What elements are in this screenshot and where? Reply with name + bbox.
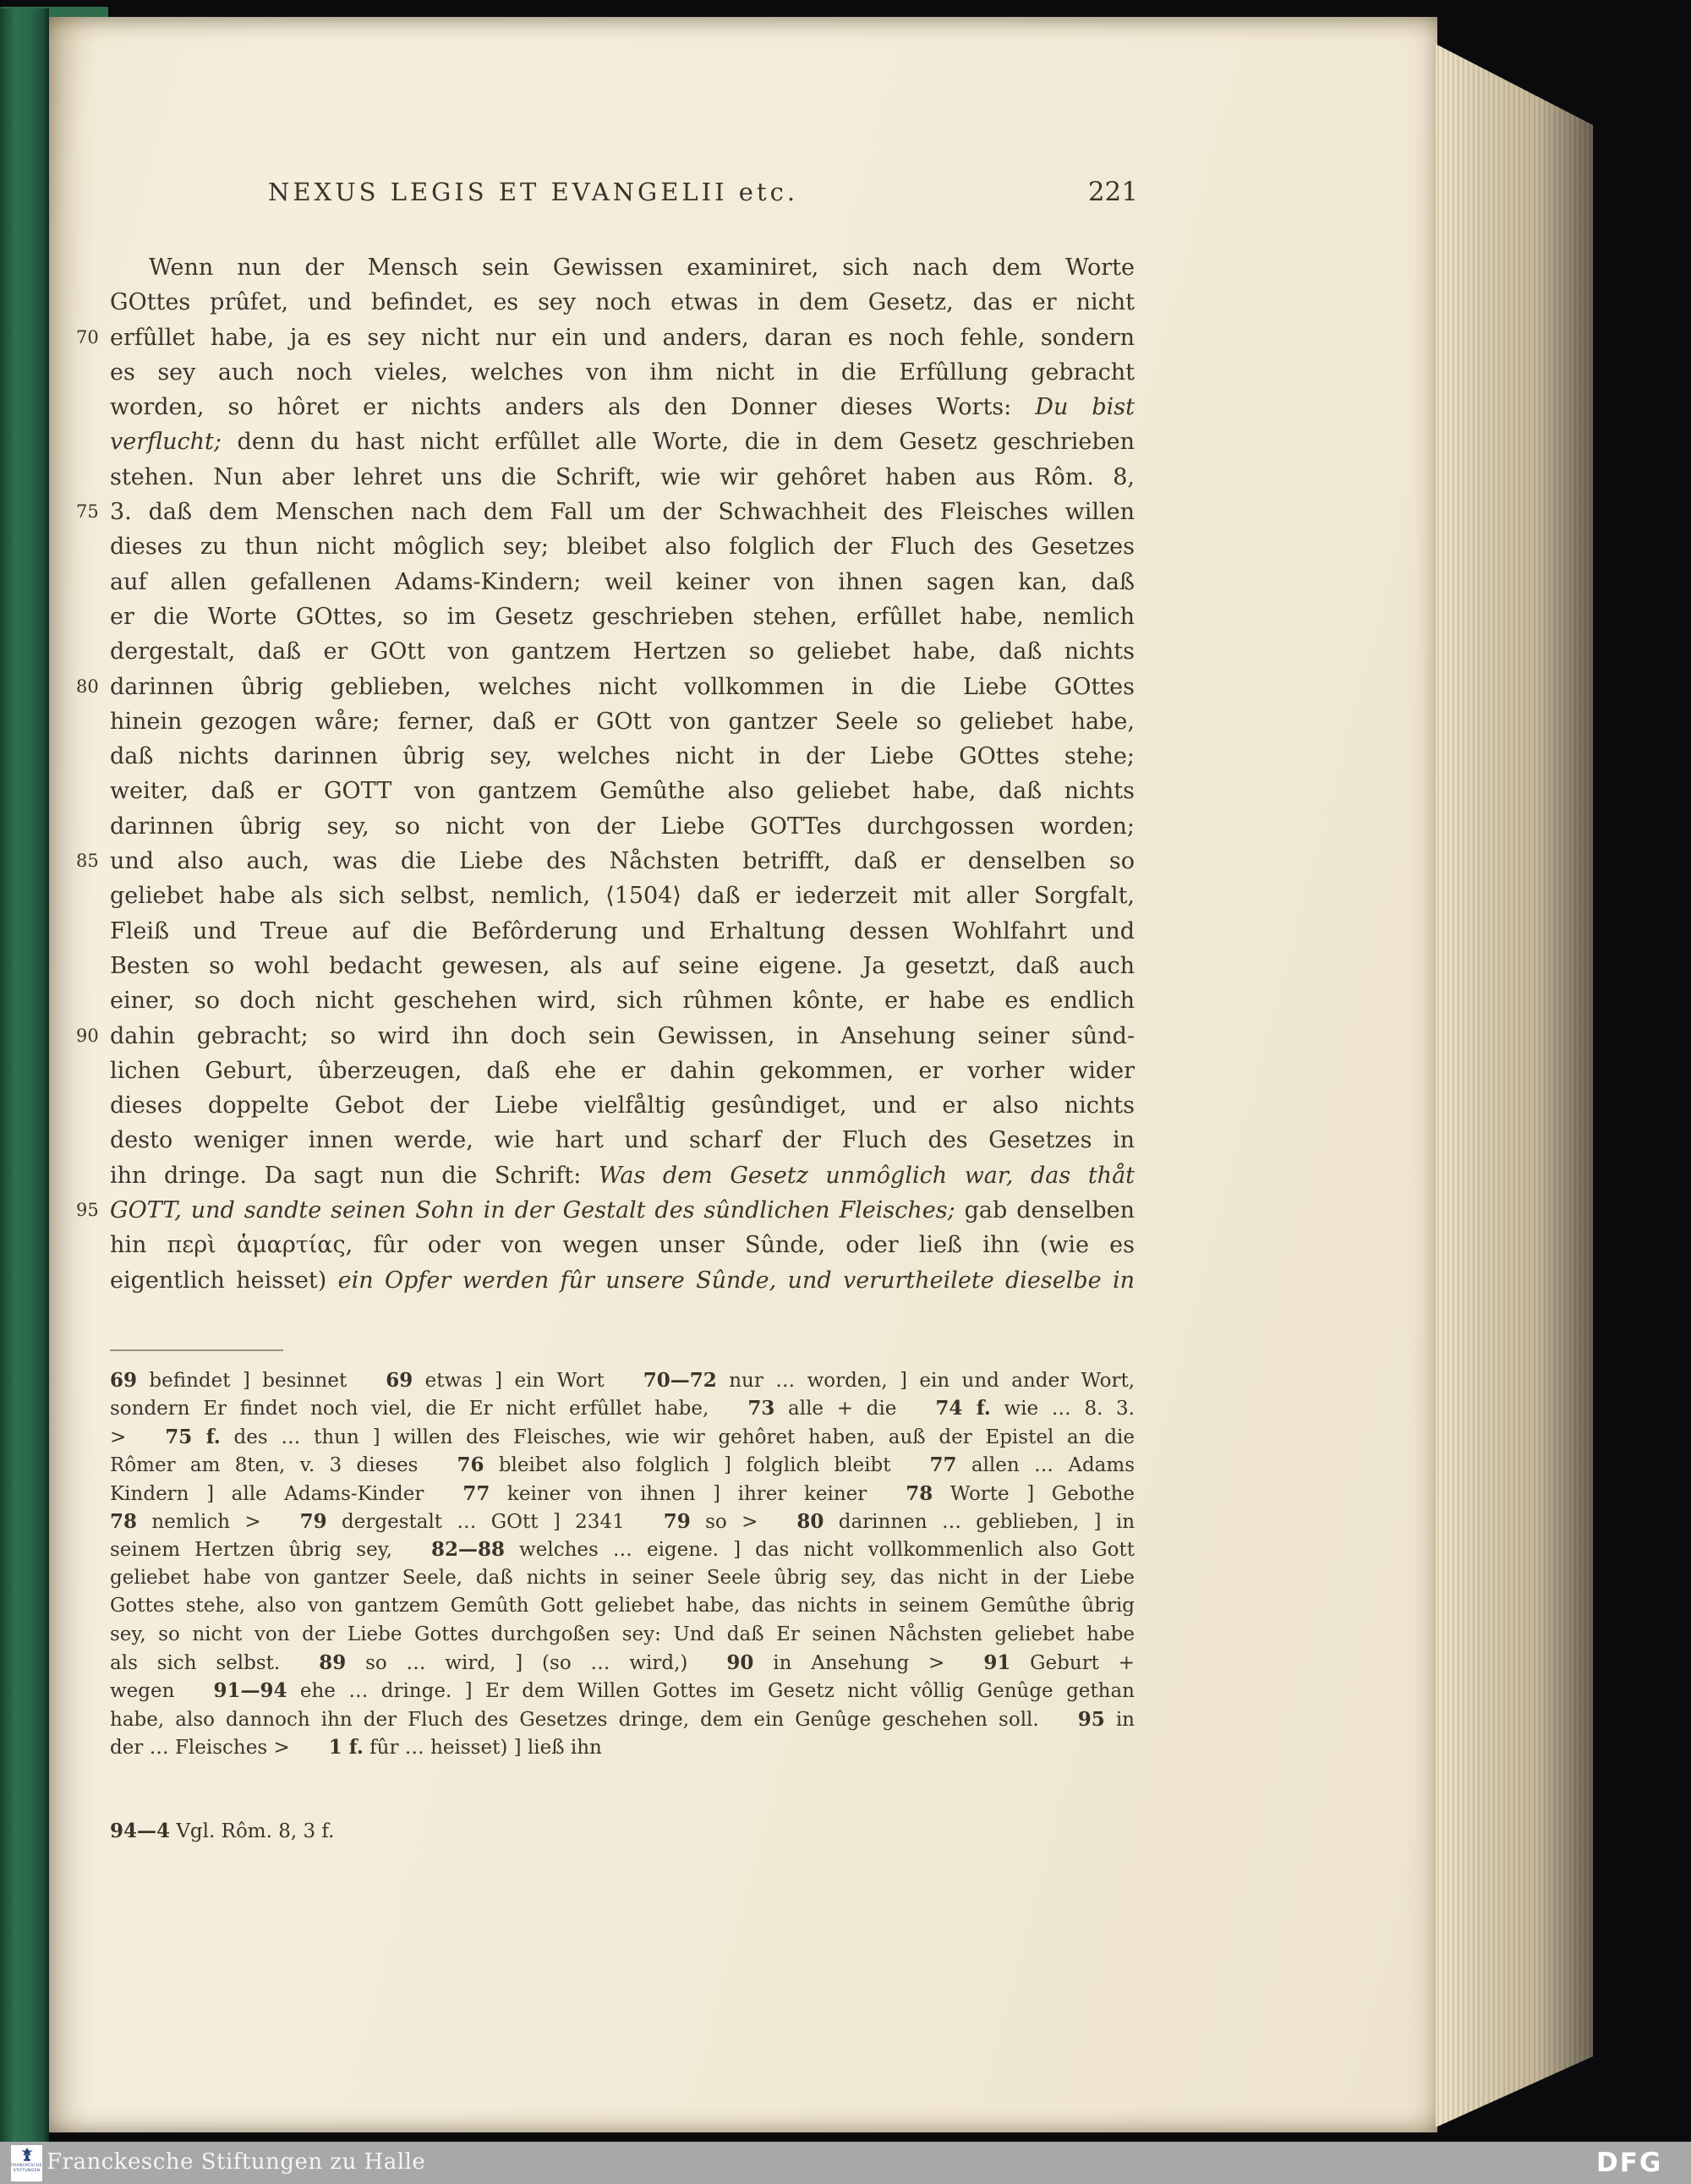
body-line [110, 879, 1135, 913]
text-segment: alle + die [774, 1398, 936, 1420]
text-segment: 90 [726, 1650, 754, 1674]
page-number: 221 [1087, 177, 1138, 207]
apparatus-line [110, 1423, 1135, 1451]
text-segment: Wenn nun der Mensch sein Gewissen examiniret, sich nach dem Worte [149, 255, 1135, 281]
critical-apparatus [110, 1366, 1135, 1761]
text-segment: dergestalt, daß er GOtt von gantzem Hertzen so geliebet habe, daß nichts [110, 638, 1135, 665]
line-number: 90 [76, 1025, 99, 1046]
text-segment: 77 [929, 1453, 957, 1477]
text-segment: darinnen … geblieben, ] in [824, 1510, 1136, 1533]
text-segment: 80 [796, 1509, 824, 1533]
line-number: 95 [76, 1200, 99, 1221]
body-line [76, 1193, 1135, 1228]
text-segment: lichen Geburt, ûberzeugen, daß ehe er dahin gekommen, er vorher wider [110, 1057, 1135, 1084]
text-segment: etwas ] ein Wort [413, 1370, 643, 1392]
body-line [76, 1019, 1135, 1054]
text-segment: wie … 8. 3. [990, 1398, 1135, 1420]
text-segment: 91 [983, 1650, 1011, 1674]
text-segment: ein Opfer werden fûr unsere Sûnde, und verurtheilete dieselbe in [337, 1267, 1136, 1294]
text-segment: so … wird, ] (so … wird,) [346, 1651, 727, 1674]
text-segment: 69 [110, 1369, 138, 1392]
body-line [110, 1158, 1135, 1193]
text-segment: weiter, daß er GOTT von gantzem Gemûthe also geliebet habe, daß nichts [110, 778, 1135, 805]
body-line [110, 1054, 1135, 1088]
franckesche-stiftungen-logo [11, 2145, 42, 2181]
text-segment: denn du hast nicht erfûllet alle Worte, die in dem Gesetz geschrieben [222, 429, 1135, 456]
body-line [110, 424, 1135, 459]
text-segment: dieses doppelte Gebot der Liebe vielfåltig gesûndiget, und er also nichts [110, 1092, 1135, 1119]
body-line [110, 914, 1135, 949]
text-segment: stehen. Nun aber lehret uns die Schrift, wie wir gehôret haben aus Rôm. 8, [110, 463, 1135, 490]
body-line [76, 844, 1135, 879]
text-segment: darinnen ûbrig sey, so nicht von der Liebe GOTTes durchgossen worden; [110, 813, 1135, 840]
text-segment: als sich selbst. [110, 1651, 320, 1674]
text-segment: ehe … dringe. ] Er dem Willen Gottes im Gesetz nicht vôllig Genûge gethan [287, 1680, 1135, 1703]
body-line [110, 983, 1135, 1018]
text-segment: 77 [462, 1481, 490, 1505]
text-segment: 78 [906, 1481, 933, 1505]
text-segment: darinnen ûbrig geblieben, welches nicht vollkommen in die Liebe GOttes [110, 673, 1135, 700]
text-segment: seinem Hertzen ûbrig sey, [110, 1539, 431, 1562]
text-segment: Fleiß und Treue auf die Befôrderung und Erhaltung dessen Wohlfahrt und [110, 917, 1135, 944]
text-segment: 74 f. [935, 1397, 991, 1420]
text-segment: GOTT, und sandte seinen Sohn in der Gestalt des sûndlichen Fleisches; [110, 1197, 955, 1224]
text-segment: Worte ] Gebothe [933, 1482, 1135, 1505]
text-segment: in [1104, 1708, 1135, 1731]
text-segment: sondern Er findet noch viel, die Er nicht erfûllet habe, [110, 1398, 748, 1420]
eagle-emblem-icon [19, 2147, 35, 2164]
institution-label: Franckesche Stiftungen zu Halle [47, 2149, 426, 2175]
apparatus-line [110, 1451, 1135, 1479]
text-segment: verflucht; [110, 429, 222, 456]
text-segment: Besten so wohl bedacht gewesen, als auf seine eigene. Ja gesetzt, daß auch [110, 952, 1135, 979]
footnote-line [110, 1817, 1135, 1845]
text-segment: bleibet also folglich ] folglich bleibt [484, 1454, 930, 1477]
text-segment: es sey auch noch vieles, welches von ihm nicht in die Erfûllung gebracht [110, 359, 1135, 386]
dfg-logo: DFG [1596, 2148, 1663, 2178]
apparatus-line [110, 1592, 1135, 1620]
body-line [76, 320, 1135, 355]
text-segment: habe, also dannoch ihn der Fluch des Gesetzes dringe, dem ein Genûge geschehen soll. [110, 1708, 1078, 1731]
text-segment: Was dem Gesetz unmôglich war, das thåt [598, 1162, 1136, 1189]
body-line [76, 495, 1135, 529]
body-line [110, 809, 1135, 844]
line-number: 70 [76, 326, 99, 348]
body-line [110, 739, 1135, 774]
text-segment: gab denselben [955, 1197, 1135, 1224]
body-line [110, 599, 1135, 634]
text-segment: 76 [457, 1453, 484, 1477]
text-segment: 94—4 [110, 1820, 171, 1842]
text-segment: Rômer am 8ten, v. 3 dieses [110, 1454, 457, 1477]
library-footer-bar [0, 2142, 1691, 2184]
body-line [110, 774, 1135, 808]
apparatus-line [110, 1677, 1135, 1705]
apparatus-line [110, 1564, 1135, 1592]
apparatus-line [110, 1649, 1135, 1677]
text-segment: auf allen gefallenen Adams-Kindern; weil keiner von ihnen sagen kan, daß [110, 568, 1135, 595]
text-segment: geliebet habe als sich selbst, nemlich, ⟨1504⟩ daß er iederzeit mit aller Sorgfalt, [110, 883, 1135, 910]
apparatus-line [110, 1535, 1135, 1563]
text-segment: er die Worte GOttes, so im Gesetz geschrieben stehen, erfûllet habe, nemlich [110, 603, 1135, 630]
text-segment: > [110, 1426, 166, 1448]
apparatus-line [110, 1621, 1135, 1649]
running-head: NEXUS LEGIS ET EVANGELII etc. [268, 178, 799, 206]
text-segment: hinein gezogen wåre; ferner, daß er GOtt von gantzer Seele so geliebet habe, [110, 708, 1135, 735]
text-segment: befindet ] besinnet [137, 1370, 386, 1392]
text-segment: dergestalt … GOtt ] 2341 [326, 1510, 664, 1533]
apparatus-line [110, 1366, 1135, 1394]
text-segment: worden, so hôret er nichts anders als den Donner dieses Worts: [110, 394, 1036, 421]
text-segment: 79 [663, 1509, 691, 1533]
text-segment: so > [690, 1510, 797, 1533]
text-segment: 91—94 [213, 1679, 287, 1703]
line-number: 85 [76, 851, 99, 872]
text-segment: 95 [1077, 1707, 1105, 1731]
text-segment: einer, so doch nicht geschehen wird, sich rûhmen kônte, er habe es endlich [110, 988, 1135, 1015]
line-number: 80 [76, 676, 99, 697]
text-segment: 75 f. [165, 1425, 221, 1448]
logo-caption-line2: STIFTUNGEN [13, 2168, 41, 2173]
apparatus-line [110, 1394, 1135, 1422]
body-line [110, 1123, 1135, 1158]
body-line [110, 1263, 1135, 1298]
apparatus-separator-rule [110, 1349, 283, 1351]
text-segment: 3. daß dem Menschen nach dem Fall um der Schwachheit des Fleisches willen [110, 499, 1135, 526]
text-segment: Geburt + [1010, 1651, 1136, 1674]
apparatus-line [110, 1705, 1135, 1733]
apparatus-line [110, 1508, 1135, 1535]
text-segment: allen … Adams [956, 1454, 1136, 1477]
body-line [110, 355, 1135, 390]
text-segment: keiner von ihnen ] ihrer keiner [490, 1482, 906, 1505]
reference-footnote [110, 1817, 1135, 1845]
body-line [110, 565, 1135, 599]
text-segment: nur … worden, ] ein und ander Wort, [716, 1370, 1136, 1392]
body-line [110, 250, 1135, 285]
body-line [110, 390, 1135, 424]
body-line [110, 460, 1135, 495]
text-segment: geliebet habe von gantzer Seele, daß nichts in seiner Seele ûbrig sey, das nicht in der Liebe [110, 1566, 1135, 1589]
logo-caption-line1: FRANCKESCHE [11, 2164, 42, 2168]
text-segment: GOttes prûfet, und befindet, es sey noch etwas in dem Gesetz, das er nicht [110, 289, 1135, 316]
text-segment: 69 [386, 1369, 413, 1392]
body-line [110, 704, 1135, 739]
text-segment: 89 [319, 1650, 347, 1674]
body-line [110, 285, 1135, 320]
text-segment: und also auch, was die Liebe des Nåchsten betrifft, daß er denselben so [110, 848, 1135, 875]
body-line [110, 634, 1135, 669]
text-segment: des … thun ] willen des Fleisches, wie wir gehôret haben, auß der Epistel an die [220, 1426, 1135, 1448]
text-segment: 78 [110, 1509, 138, 1533]
text-segment: fûr … heisset) ] ließ ihn [363, 1737, 602, 1760]
text-segment: Gottes stehe, also von gantzem Gemûth Gott geliebet habe, das nichts in seinem Gemûthe ûbrig [110, 1595, 1135, 1617]
text-segment: dahin gebracht; so wird ihn doch sein Gewissen, in Ansehung seiner sûnd- [110, 1022, 1135, 1049]
text-segment: welches … eigene. ] das nicht vollkommenlich also Gott [504, 1539, 1135, 1562]
text-segment: 79 [299, 1509, 327, 1533]
apparatus-line [110, 1733, 1135, 1761]
text-segment: Kindern ] alle Adams-Kinder [110, 1482, 463, 1505]
text-segment: wegen [110, 1680, 214, 1703]
text-segment: sey, so nicht von der Liebe Gottes durchgoßen sey: Und daß Er seinen Nåchsten geliebet habe [110, 1623, 1135, 1645]
text-segment: Du bist [1035, 394, 1135, 421]
text-segment: 73 [747, 1397, 775, 1420]
text-segment: hin περὶ ἁμαρτίας, fûr oder von wegen unser Sûnde, oder ließ ihn (wie es [110, 1232, 1135, 1259]
text-segment: 70—72 [643, 1369, 717, 1392]
body-line [110, 949, 1135, 983]
apparatus-line [110, 1480, 1135, 1508]
body-line [76, 670, 1135, 704]
book-spine [0, 8, 49, 2142]
body-line [110, 529, 1135, 564]
text-segment: in Ansehung > [753, 1651, 984, 1674]
text-segment: dieses zu thun nicht môglich sey; bleibet also folglich der Fluch des Gesetzes [110, 534, 1135, 561]
text-segment: ihn dringe. Da sagt nun die Schrift: [110, 1162, 599, 1189]
line-number: 75 [76, 501, 99, 523]
page-stack-fore-edge [1436, 0, 1593, 2184]
text-segment: desto weniger innen werde, wie hart und scharf der Fluch des Gesetzes in [110, 1127, 1135, 1154]
text-segment: der … Fleisches > [110, 1737, 329, 1760]
text-segment: 82—88 [430, 1538, 505, 1562]
text-segment: daß nichts darinnen ûbrig sey, welches nicht in der Liebe GOttes stehe; [110, 743, 1135, 770]
text-segment: nemlich > [137, 1510, 300, 1533]
text-segment: erfûllet habe, ja es sey nicht nur ein und anders, daran es noch fehle, sondern [110, 324, 1135, 351]
body-line [110, 1228, 1135, 1262]
body-text [76, 250, 1136, 1298]
text-segment: Vgl. Rôm. 8, 3 f. [170, 1820, 335, 1842]
body-line [110, 1088, 1135, 1123]
text-segment: 1 f. [328, 1736, 364, 1760]
text-segment: eigentlich heisset) [110, 1267, 338, 1294]
